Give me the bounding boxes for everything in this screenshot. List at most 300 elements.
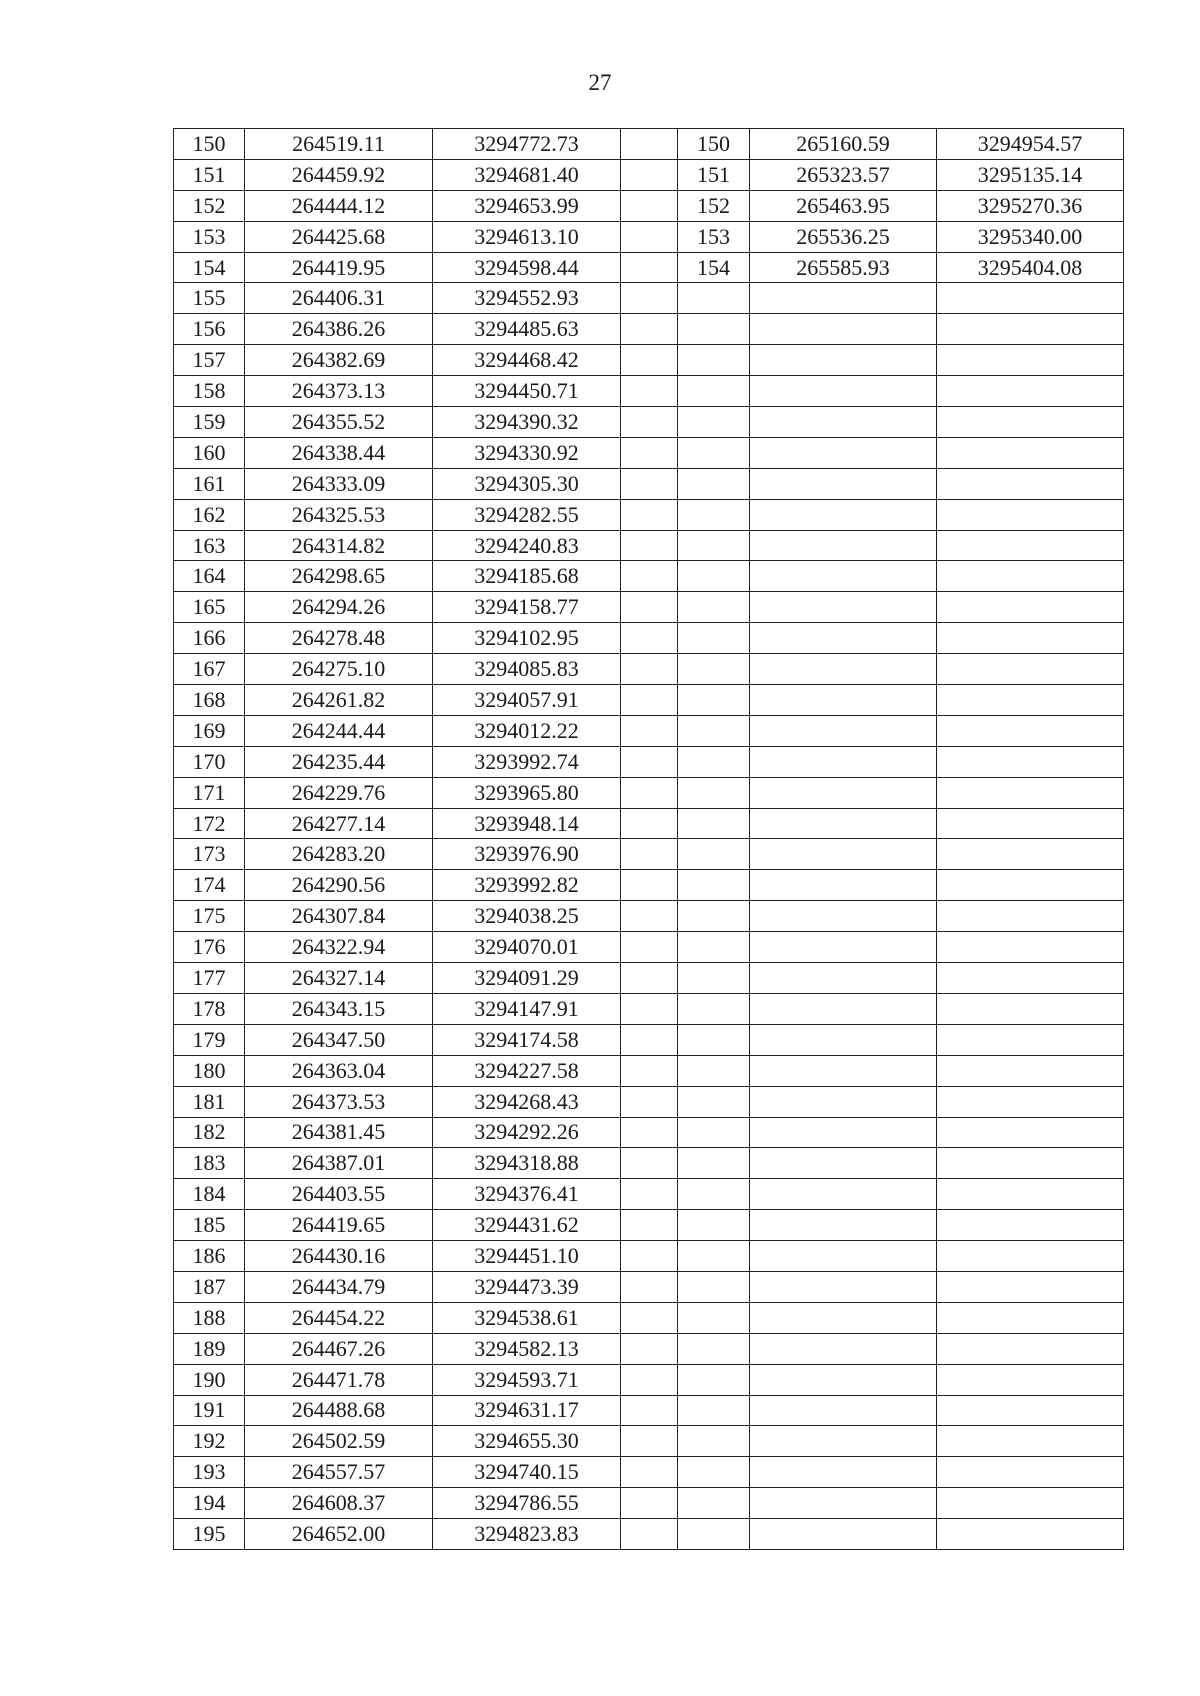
right-point-cell bbox=[678, 1024, 750, 1055]
left-x-cell: 264386.26 bbox=[245, 314, 433, 345]
left-x-cell: 264434.79 bbox=[245, 1271, 433, 1302]
left-y-cell: 3294227.58 bbox=[433, 1055, 621, 1086]
right-y-cell: 3295340.00 bbox=[937, 221, 1124, 252]
left-x-cell: 264355.52 bbox=[245, 407, 433, 438]
right-point-cell bbox=[678, 932, 750, 963]
left-y-cell: 3294655.30 bbox=[433, 1426, 621, 1457]
spacer-cell bbox=[621, 1488, 678, 1519]
right-x-cell bbox=[750, 777, 937, 808]
left-point-cell: 167 bbox=[174, 654, 245, 685]
left-x-cell: 264425.68 bbox=[245, 221, 433, 252]
right-point-cell bbox=[678, 561, 750, 592]
left-x-cell: 264430.16 bbox=[245, 1241, 433, 1272]
spacer-cell bbox=[621, 1364, 678, 1395]
spacer-cell bbox=[621, 870, 678, 901]
left-y-cell: 3294598.44 bbox=[433, 252, 621, 283]
left-y-cell: 3294292.26 bbox=[433, 1117, 621, 1148]
left-x-cell: 264373.13 bbox=[245, 376, 433, 407]
right-point-cell bbox=[678, 437, 750, 468]
left-point-cell: 173 bbox=[174, 839, 245, 870]
left-x-cell: 264235.44 bbox=[245, 746, 433, 777]
right-y-cell bbox=[937, 345, 1124, 376]
spacer-cell bbox=[621, 1426, 678, 1457]
right-x-cell bbox=[750, 839, 937, 870]
left-y-cell: 3294102.95 bbox=[433, 623, 621, 654]
right-y-cell bbox=[937, 1364, 1124, 1395]
table-row bbox=[174, 159, 1124, 190]
right-y-cell bbox=[937, 561, 1124, 592]
right-point-cell bbox=[678, 963, 750, 994]
left-x-cell: 264277.14 bbox=[245, 808, 433, 839]
left-x-cell: 264488.68 bbox=[245, 1395, 433, 1426]
left-x-cell: 264278.48 bbox=[245, 623, 433, 654]
right-y-cell bbox=[937, 1024, 1124, 1055]
table-row bbox=[174, 1395, 1124, 1426]
left-point-cell: 151 bbox=[174, 159, 245, 190]
left-y-cell: 3294431.62 bbox=[433, 1210, 621, 1241]
right-point-cell bbox=[678, 993, 750, 1024]
right-x-cell bbox=[750, 808, 937, 839]
left-x-cell: 264403.55 bbox=[245, 1179, 433, 1210]
left-x-cell: 264307.84 bbox=[245, 901, 433, 932]
left-y-cell: 3294282.55 bbox=[433, 499, 621, 530]
left-point-cell: 164 bbox=[174, 561, 245, 592]
left-point-cell: 175 bbox=[174, 901, 245, 932]
right-point-cell bbox=[678, 345, 750, 376]
right-point-cell bbox=[678, 1179, 750, 1210]
left-point-cell: 182 bbox=[174, 1117, 245, 1148]
right-y-cell: 3295135.14 bbox=[937, 159, 1124, 190]
right-x-cell bbox=[750, 1364, 937, 1395]
right-x-cell bbox=[750, 1241, 937, 1272]
table-row bbox=[174, 1055, 1124, 1086]
right-x-cell bbox=[750, 1333, 937, 1364]
table-row bbox=[174, 345, 1124, 376]
left-point-cell: 185 bbox=[174, 1210, 245, 1241]
right-point-cell bbox=[678, 1117, 750, 1148]
left-y-cell: 3294613.10 bbox=[433, 221, 621, 252]
spacer-cell bbox=[621, 654, 678, 685]
right-y-cell bbox=[937, 530, 1124, 561]
left-y-cell: 3294582.13 bbox=[433, 1333, 621, 1364]
left-x-cell: 264283.20 bbox=[245, 839, 433, 870]
left-point-cell: 183 bbox=[174, 1148, 245, 1179]
left-point-cell: 171 bbox=[174, 777, 245, 808]
table-row bbox=[174, 252, 1124, 283]
right-point-cell bbox=[678, 468, 750, 499]
right-y-cell bbox=[937, 1333, 1124, 1364]
right-x-cell bbox=[750, 1117, 937, 1148]
right-x-cell bbox=[750, 932, 937, 963]
right-point-cell bbox=[678, 376, 750, 407]
table-row bbox=[174, 499, 1124, 530]
right-point-cell bbox=[678, 901, 750, 932]
spacer-cell bbox=[621, 1024, 678, 1055]
table-row bbox=[174, 314, 1124, 345]
table-row bbox=[174, 1271, 1124, 1302]
left-x-cell: 264652.00 bbox=[245, 1519, 433, 1550]
right-x-cell bbox=[750, 592, 937, 623]
left-x-cell: 264467.26 bbox=[245, 1333, 433, 1364]
spacer-cell bbox=[621, 777, 678, 808]
right-point-cell bbox=[678, 777, 750, 808]
right-point-cell bbox=[678, 314, 750, 345]
right-point-cell: 150 bbox=[678, 129, 750, 160]
right-y-cell bbox=[937, 685, 1124, 716]
right-x-cell bbox=[750, 1055, 937, 1086]
right-x-cell bbox=[750, 1519, 937, 1550]
left-y-cell: 3294740.15 bbox=[433, 1457, 621, 1488]
right-y-cell bbox=[937, 283, 1124, 314]
right-point-cell bbox=[678, 1210, 750, 1241]
right-y-cell bbox=[937, 623, 1124, 654]
right-x-cell bbox=[750, 1148, 937, 1179]
left-y-cell: 3294038.25 bbox=[433, 901, 621, 932]
spacer-cell bbox=[621, 1302, 678, 1333]
right-point-cell bbox=[678, 1395, 750, 1426]
spacer-cell bbox=[621, 376, 678, 407]
table-row bbox=[174, 530, 1124, 561]
spacer-cell bbox=[621, 1241, 678, 1272]
table-row bbox=[174, 1179, 1124, 1210]
left-y-cell: 3294376.41 bbox=[433, 1179, 621, 1210]
left-point-cell: 187 bbox=[174, 1271, 245, 1302]
right-point-cell bbox=[678, 1241, 750, 1272]
right-point-cell bbox=[678, 407, 750, 438]
right-y-cell bbox=[937, 1179, 1124, 1210]
table-row bbox=[174, 1086, 1124, 1117]
right-point-cell bbox=[678, 1302, 750, 1333]
spacer-cell bbox=[621, 530, 678, 561]
right-point-cell bbox=[678, 1426, 750, 1457]
left-y-cell: 3294057.91 bbox=[433, 685, 621, 716]
right-x-cell bbox=[750, 1457, 937, 1488]
left-point-cell: 176 bbox=[174, 932, 245, 963]
left-point-cell: 188 bbox=[174, 1302, 245, 1333]
right-y-cell bbox=[937, 376, 1124, 407]
table-row bbox=[174, 561, 1124, 592]
table-row bbox=[174, 1364, 1124, 1395]
right-x-cell bbox=[750, 746, 937, 777]
coordinates-table bbox=[173, 128, 1124, 1550]
left-point-cell: 192 bbox=[174, 1426, 245, 1457]
left-x-cell: 264294.26 bbox=[245, 592, 433, 623]
right-point-cell: 152 bbox=[678, 190, 750, 221]
left-x-cell: 264325.53 bbox=[245, 499, 433, 530]
table-row bbox=[174, 1457, 1124, 1488]
page-number: 27 bbox=[588, 70, 612, 95]
right-point-cell bbox=[678, 1055, 750, 1086]
table-row bbox=[174, 376, 1124, 407]
left-point-cell: 195 bbox=[174, 1519, 245, 1550]
right-y-cell bbox=[937, 746, 1124, 777]
table-row bbox=[174, 777, 1124, 808]
left-x-cell: 264333.09 bbox=[245, 468, 433, 499]
left-x-cell: 264387.01 bbox=[245, 1148, 433, 1179]
left-y-cell: 3294772.73 bbox=[433, 129, 621, 160]
right-x-cell bbox=[750, 283, 937, 314]
left-x-cell: 264502.59 bbox=[245, 1426, 433, 1457]
spacer-cell bbox=[621, 1395, 678, 1426]
table-row bbox=[174, 746, 1124, 777]
right-point-cell bbox=[678, 1364, 750, 1395]
left-point-cell: 152 bbox=[174, 190, 245, 221]
right-point-cell: 154 bbox=[678, 252, 750, 283]
left-y-cell: 3294305.30 bbox=[433, 468, 621, 499]
left-x-cell: 264608.37 bbox=[245, 1488, 433, 1519]
left-point-cell: 163 bbox=[174, 530, 245, 561]
right-y-cell bbox=[937, 437, 1124, 468]
right-y-cell bbox=[937, 407, 1124, 438]
right-point-cell bbox=[678, 746, 750, 777]
left-point-cell: 165 bbox=[174, 592, 245, 623]
table-row bbox=[174, 592, 1124, 623]
left-x-cell: 264519.11 bbox=[245, 129, 433, 160]
left-point-cell: 194 bbox=[174, 1488, 245, 1519]
left-y-cell: 3294468.42 bbox=[433, 345, 621, 376]
left-point-cell: 189 bbox=[174, 1333, 245, 1364]
spacer-cell bbox=[621, 499, 678, 530]
table-row bbox=[174, 839, 1124, 870]
right-x-cell bbox=[750, 901, 937, 932]
left-x-cell: 264382.69 bbox=[245, 345, 433, 376]
right-x-cell bbox=[750, 993, 937, 1024]
spacer-cell bbox=[621, 1519, 678, 1550]
left-y-cell: 3294552.93 bbox=[433, 283, 621, 314]
right-point-cell bbox=[678, 623, 750, 654]
left-point-cell: 180 bbox=[174, 1055, 245, 1086]
right-x-cell bbox=[750, 499, 937, 530]
left-x-cell: 264406.31 bbox=[245, 283, 433, 314]
right-y-cell bbox=[937, 715, 1124, 746]
right-y-cell bbox=[937, 654, 1124, 685]
right-point-cell bbox=[678, 715, 750, 746]
table-row bbox=[174, 932, 1124, 963]
left-y-cell: 3294681.40 bbox=[433, 159, 621, 190]
right-point-cell bbox=[678, 499, 750, 530]
left-y-cell: 3294268.43 bbox=[433, 1086, 621, 1117]
left-point-cell: 169 bbox=[174, 715, 245, 746]
left-point-cell: 191 bbox=[174, 1395, 245, 1426]
left-x-cell: 264381.45 bbox=[245, 1117, 433, 1148]
left-point-cell: 174 bbox=[174, 870, 245, 901]
right-x-cell bbox=[750, 963, 937, 994]
right-x-cell bbox=[750, 1210, 937, 1241]
left-y-cell: 3294538.61 bbox=[433, 1302, 621, 1333]
right-x-cell bbox=[750, 1395, 937, 1426]
right-y-cell bbox=[937, 1519, 1124, 1550]
right-x-cell bbox=[750, 1086, 937, 1117]
left-y-cell: 3294330.92 bbox=[433, 437, 621, 468]
left-x-cell: 264557.57 bbox=[245, 1457, 433, 1488]
left-y-cell: 3294185.68 bbox=[433, 561, 621, 592]
left-x-cell: 264419.65 bbox=[245, 1210, 433, 1241]
left-y-cell: 3294631.17 bbox=[433, 1395, 621, 1426]
right-y-cell bbox=[937, 1457, 1124, 1488]
right-point-cell bbox=[678, 1457, 750, 1488]
table-row bbox=[174, 1488, 1124, 1519]
left-point-cell: 177 bbox=[174, 963, 245, 994]
right-x-cell bbox=[750, 715, 937, 746]
right-x-cell: 265536.25 bbox=[750, 221, 937, 252]
right-y-cell bbox=[937, 1055, 1124, 1086]
right-y-cell: 3294954.57 bbox=[937, 129, 1124, 160]
left-x-cell: 264373.53 bbox=[245, 1086, 433, 1117]
left-point-cell: 157 bbox=[174, 345, 245, 376]
left-y-cell: 3294473.39 bbox=[433, 1271, 621, 1302]
spacer-cell bbox=[621, 345, 678, 376]
left-point-cell: 160 bbox=[174, 437, 245, 468]
spacer-cell bbox=[621, 314, 678, 345]
left-x-cell: 264244.44 bbox=[245, 715, 433, 746]
spacer-cell bbox=[621, 407, 678, 438]
right-x-cell bbox=[750, 376, 937, 407]
left-y-cell: 3294786.55 bbox=[433, 1488, 621, 1519]
right-y-cell bbox=[937, 499, 1124, 530]
left-x-cell: 264347.50 bbox=[245, 1024, 433, 1055]
spacer-cell bbox=[621, 1179, 678, 1210]
right-x-cell bbox=[750, 685, 937, 716]
right-y-cell bbox=[937, 1086, 1124, 1117]
left-y-cell: 3294485.63 bbox=[433, 314, 621, 345]
right-point-cell bbox=[678, 1086, 750, 1117]
right-y-cell bbox=[937, 839, 1124, 870]
right-x-cell: 265463.95 bbox=[750, 190, 937, 221]
right-y-cell bbox=[937, 932, 1124, 963]
table-row bbox=[174, 283, 1124, 314]
left-x-cell: 264363.04 bbox=[245, 1055, 433, 1086]
right-x-cell bbox=[750, 561, 937, 592]
right-y-cell bbox=[937, 777, 1124, 808]
right-y-cell bbox=[937, 1241, 1124, 1272]
spacer-cell bbox=[621, 1457, 678, 1488]
left-y-cell: 3294451.10 bbox=[433, 1241, 621, 1272]
left-point-cell: 186 bbox=[174, 1241, 245, 1272]
table-row bbox=[174, 407, 1124, 438]
left-point-cell: 158 bbox=[174, 376, 245, 407]
table-row bbox=[174, 715, 1124, 746]
right-x-cell bbox=[750, 1271, 937, 1302]
table-row bbox=[174, 1117, 1124, 1148]
left-point-cell: 172 bbox=[174, 808, 245, 839]
table-row bbox=[174, 1241, 1124, 1272]
right-y-cell bbox=[937, 1148, 1124, 1179]
left-y-cell: 3294390.32 bbox=[433, 407, 621, 438]
table-row bbox=[174, 870, 1124, 901]
left-y-cell: 3293976.90 bbox=[433, 839, 621, 870]
left-point-cell: 178 bbox=[174, 993, 245, 1024]
left-point-cell: 170 bbox=[174, 746, 245, 777]
left-x-cell: 264327.14 bbox=[245, 963, 433, 994]
spacer-cell bbox=[621, 1333, 678, 1364]
right-y-cell bbox=[937, 870, 1124, 901]
left-point-cell: 153 bbox=[174, 221, 245, 252]
left-point-cell: 168 bbox=[174, 685, 245, 716]
left-x-cell: 264229.76 bbox=[245, 777, 433, 808]
right-x-cell bbox=[750, 1302, 937, 1333]
left-x-cell: 264275.10 bbox=[245, 654, 433, 685]
right-y-cell bbox=[937, 993, 1124, 1024]
left-x-cell: 264290.56 bbox=[245, 870, 433, 901]
right-x-cell bbox=[750, 345, 937, 376]
left-point-cell: 162 bbox=[174, 499, 245, 530]
left-x-cell: 264314.82 bbox=[245, 530, 433, 561]
left-y-cell: 3294085.83 bbox=[433, 654, 621, 685]
spacer-cell bbox=[621, 221, 678, 252]
table-row bbox=[174, 1426, 1124, 1457]
table-row bbox=[174, 685, 1124, 716]
table-row bbox=[174, 1333, 1124, 1364]
left-x-cell: 264459.92 bbox=[245, 159, 433, 190]
left-point-cell: 179 bbox=[174, 1024, 245, 1055]
table-row bbox=[174, 129, 1124, 160]
spacer-cell bbox=[621, 190, 678, 221]
right-point-cell bbox=[678, 1519, 750, 1550]
right-point-cell bbox=[678, 1488, 750, 1519]
spacer-cell bbox=[621, 1271, 678, 1302]
spacer-cell bbox=[621, 685, 678, 716]
right-point-cell bbox=[678, 808, 750, 839]
table-row bbox=[174, 1148, 1124, 1179]
left-point-cell: 154 bbox=[174, 252, 245, 283]
right-point-cell: 153 bbox=[678, 221, 750, 252]
right-point-cell bbox=[678, 870, 750, 901]
right-y-cell bbox=[937, 1271, 1124, 1302]
right-x-cell: 265160.59 bbox=[750, 129, 937, 160]
right-point-cell bbox=[678, 685, 750, 716]
spacer-cell bbox=[621, 1148, 678, 1179]
left-x-cell: 264454.22 bbox=[245, 1302, 433, 1333]
right-y-cell bbox=[937, 1488, 1124, 1519]
left-point-cell: 161 bbox=[174, 468, 245, 499]
right-y-cell bbox=[937, 314, 1124, 345]
right-y-cell bbox=[937, 963, 1124, 994]
right-y-cell bbox=[937, 1302, 1124, 1333]
table-row bbox=[174, 468, 1124, 499]
right-y-cell: 3295404.08 bbox=[937, 252, 1124, 283]
spacer-cell bbox=[621, 623, 678, 654]
left-y-cell: 3294240.83 bbox=[433, 530, 621, 561]
right-x-cell bbox=[750, 314, 937, 345]
right-y-cell bbox=[937, 1117, 1124, 1148]
left-y-cell: 3294653.99 bbox=[433, 190, 621, 221]
right-point-cell bbox=[678, 1148, 750, 1179]
table-row bbox=[174, 221, 1124, 252]
left-x-cell: 264261.82 bbox=[245, 685, 433, 716]
spacer-cell bbox=[621, 283, 678, 314]
table-row bbox=[174, 808, 1124, 839]
left-y-cell: 3294070.01 bbox=[433, 932, 621, 963]
left-point-cell: 181 bbox=[174, 1086, 245, 1117]
right-point-cell bbox=[678, 1333, 750, 1364]
left-y-cell: 3294174.58 bbox=[433, 1024, 621, 1055]
table-row bbox=[174, 1210, 1124, 1241]
spacer-cell bbox=[621, 1117, 678, 1148]
table-row bbox=[174, 654, 1124, 685]
right-point-cell bbox=[678, 592, 750, 623]
spacer-cell bbox=[621, 437, 678, 468]
left-x-cell: 264419.95 bbox=[245, 252, 433, 283]
left-x-cell: 264343.15 bbox=[245, 993, 433, 1024]
left-y-cell: 3293948.14 bbox=[433, 808, 621, 839]
table-row bbox=[174, 1302, 1124, 1333]
table-row bbox=[174, 1519, 1124, 1550]
right-y-cell bbox=[937, 1426, 1124, 1457]
spacer-cell bbox=[621, 592, 678, 623]
left-y-cell: 3294593.71 bbox=[433, 1364, 621, 1395]
spacer-cell bbox=[621, 839, 678, 870]
spacer-cell bbox=[621, 993, 678, 1024]
